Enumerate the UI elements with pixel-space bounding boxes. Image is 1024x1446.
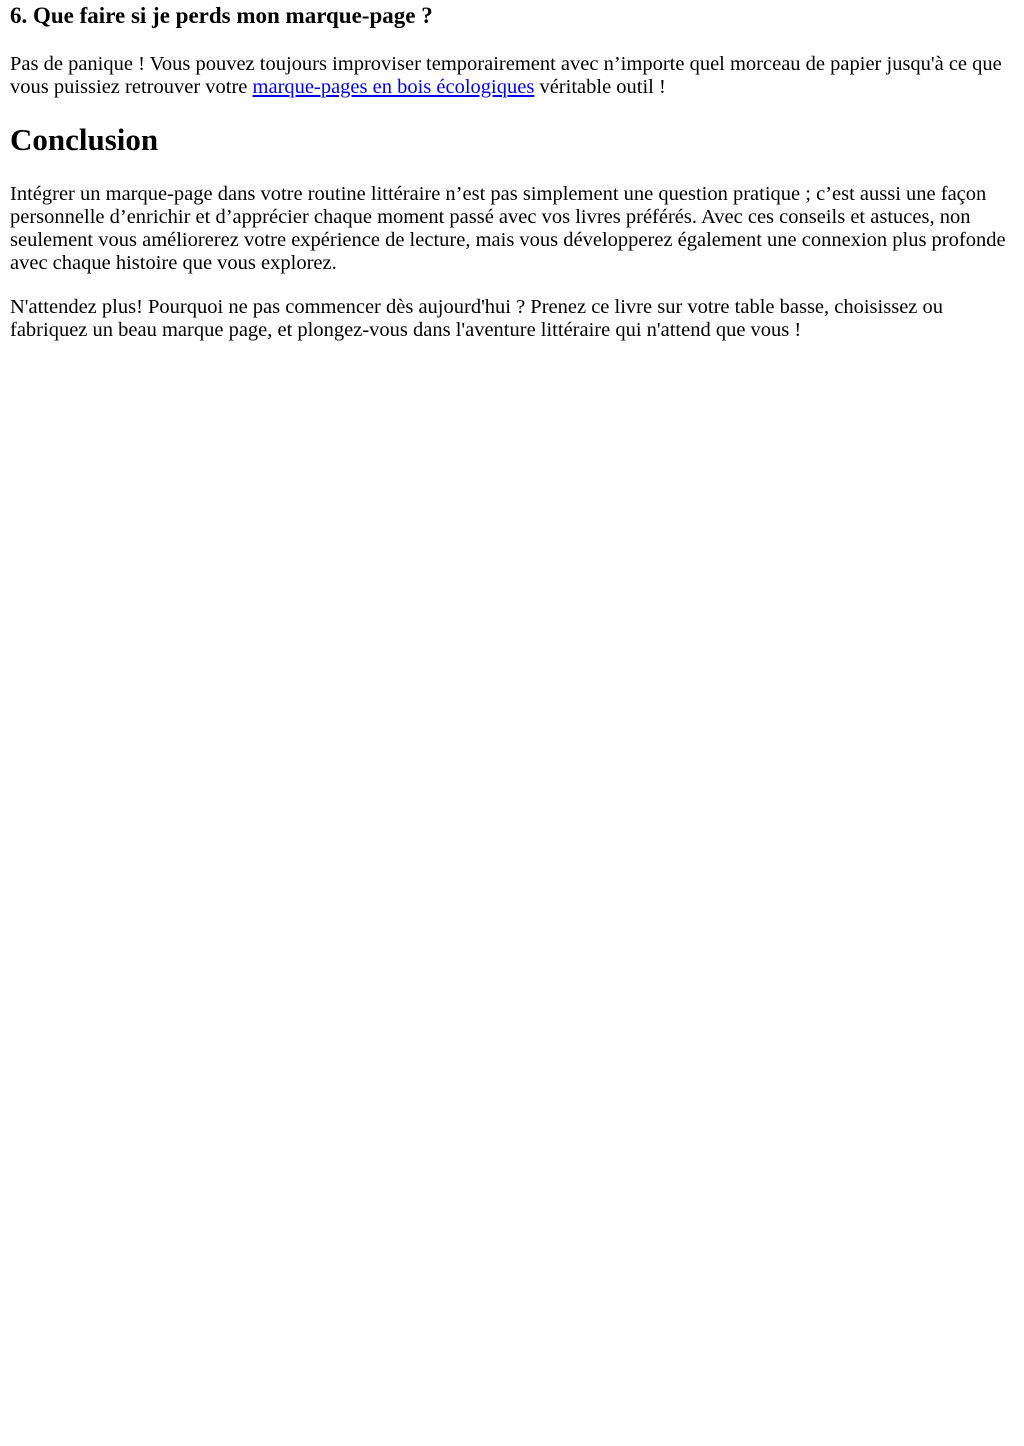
section-6-text-after-link: véritable outil !	[534, 76, 666, 98]
section-6-text-before-link: Pas de panique ! Vous pouvez toujours improviser temporairement avec n’importe quel morceau de papier jusqu'à ce que vous puissiez retrouver votre	[10, 53, 1002, 98]
section-6-paragraph	[10, 53, 1014, 99]
article-body	[0, 0, 1024, 342]
conclusion-paragraph-2: N'attendez plus! Pourquoi ne pas commencer dès aujourd'hui ? Prenez ce livre sur votre table basse, choisissez ou fabriquez un beau marque page, et plongez-vous dans l'aventure littéraire qui n'attend que vous !	[10, 296, 944, 341]
conclusion-heading: Conclusion	[10, 122, 159, 157]
eco-wooden-bookmarks-link[interactable]: marque-pages en bois écologiques	[252, 76, 535, 98]
conclusion-paragraph-1: Intégrer un marque-page dans votre routine littéraire n’est pas simplement une question pratique ; c’est aussi une façon personnelle d’enrichir et d’apprécier chaque moment passé avec vos livres préférés. Avec ces conseils et astuces, non seulement vous améliorerez votre expérience de lecture, mais vous développerez également une connexion plus profonde avec chaque histoire que vous explorez.	[10, 183, 1006, 274]
section-6-heading: 6. Que faire si je perds mon marque-page ?	[10, 3, 433, 28]
